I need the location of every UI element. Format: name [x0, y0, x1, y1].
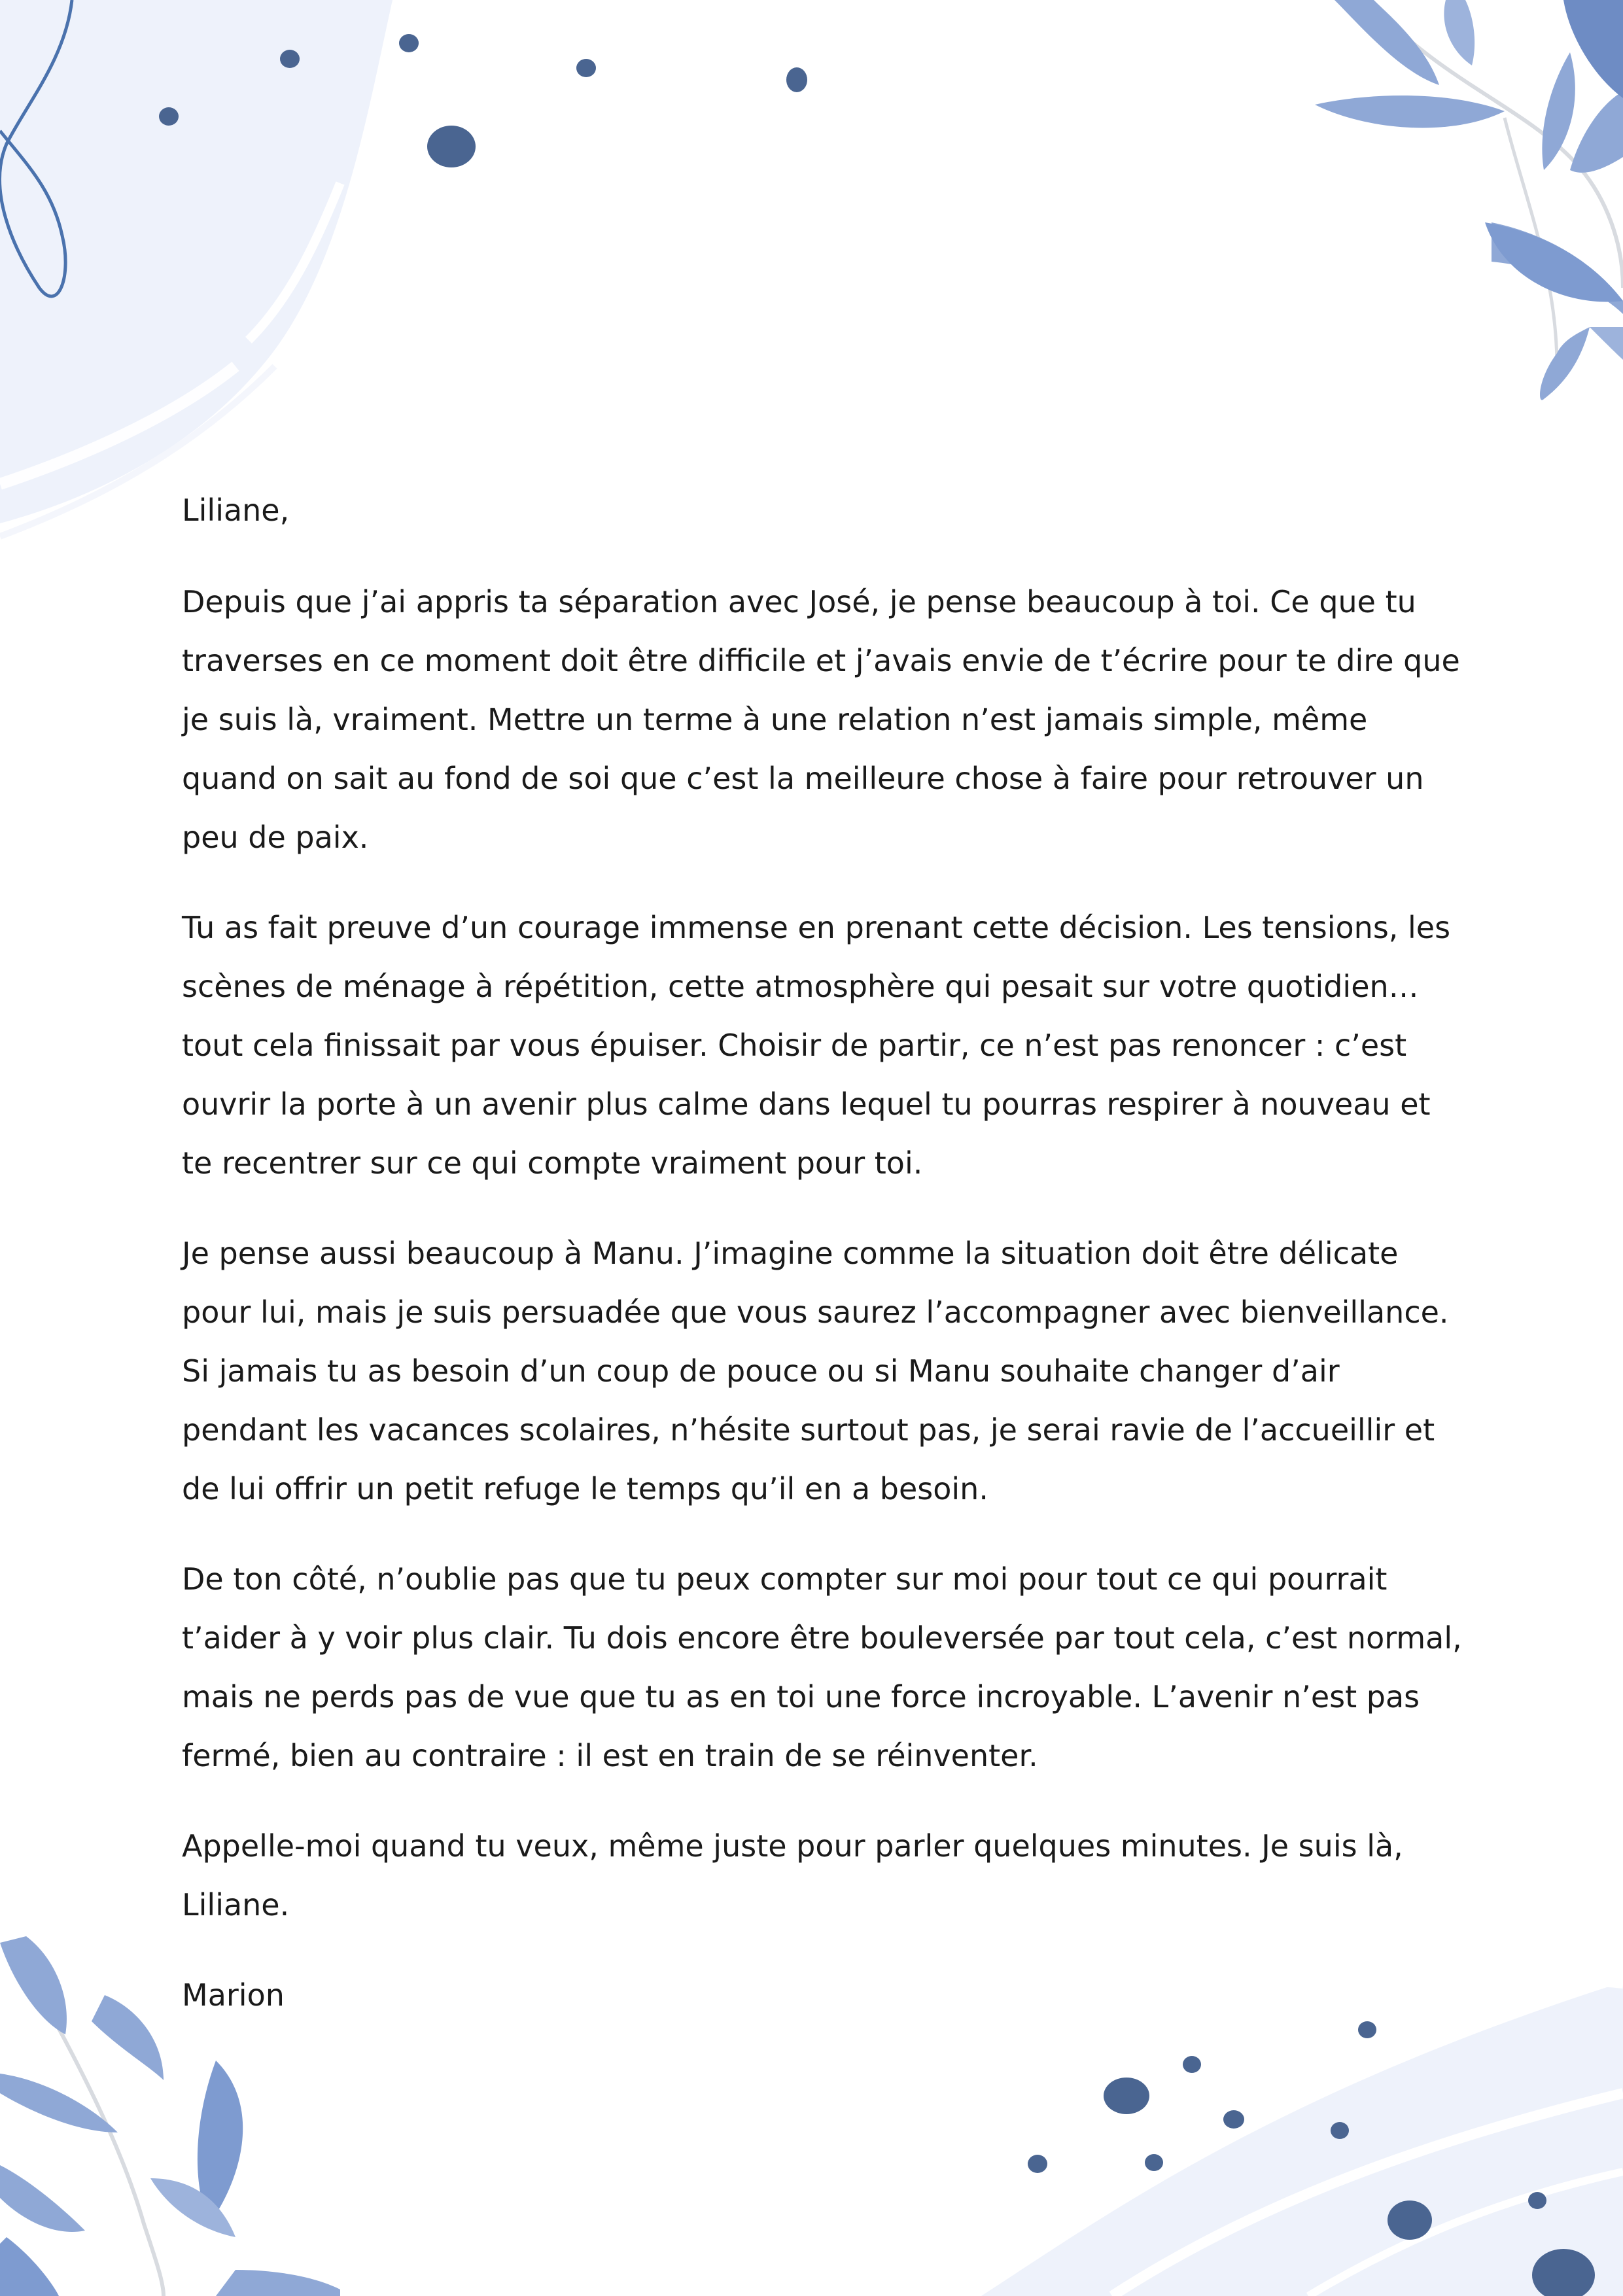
- letter-paragraph-1: Depuis que j’ai appris ta séparation avec José, je pense beaucoup à toi. Ce que tu traverses en ce moment doit être difficile et j’avais envie de t’écrire pour te dire que je suis là, vraiment. Mettre un terme à une relation n’est jamais simple, même quand on sait au fond de soi que c’est la meilleure chose à faire pour retrouver un peu de paix.: [182, 584, 1460, 855]
- signature: Marion: [182, 1977, 285, 2013]
- letter-paragraph-3: Je pense aussi beaucoup à Manu. J’imagine comme la situation doit être délicate pour lui, mais je suis persuadée que vous saurez l’accompagner avec bienveillance. Si jamais tu as besoin d’un coup de pouce ou si Manu souhaite changer d’air pendant les vacances scolaires, n’hésite surtout pas, je serai ravie de l’accueillir et de lui offrir un petit refuge le temps qu’il en a besoin.: [182, 1236, 1449, 1506]
- letter-paragraph-5: Appelle-moi quand tu veux, même juste pour parler quelques minutes. Je suis là, Liliane.: [182, 1828, 1403, 1922]
- salutation: Liliane,: [182, 493, 290, 528]
- letter-paragraph-2: Tu as fait preuve d’un courage immense en prenant cette décision. Les tensions, les scènes de ménage à répétition, cette atmosphère qui pesait sur votre quotidien… tout cela finissait par vous épuiser. Choisir de partir, ce n’est pas renoncer : c’est ouvrir la porte à un avenir plus calme dans lequel tu pourras respirer à nouveau et te recentrer sur ce qui compte vraiment pour toi.: [182, 910, 1451, 1181]
- top-right-leaves: [1315, 0, 1623, 400]
- letter-body: [182, 481, 1464, 2056]
- top-left-wash: [0, 0, 393, 536]
- letter-paragraph-4: De ton côté, n’oublie pas que tu peux compter sur moi pour tout ce qui pourrait t’aider à y voir plus clair. Tu dois encore être bouleversée par tout cela, c’est normal, mais ne perds pas de vue que tu as en toi une force incroyable. L’avenir n’est pas fermé, bien au contraire : il est en train de se réinventer.: [182, 1561, 1462, 1773]
